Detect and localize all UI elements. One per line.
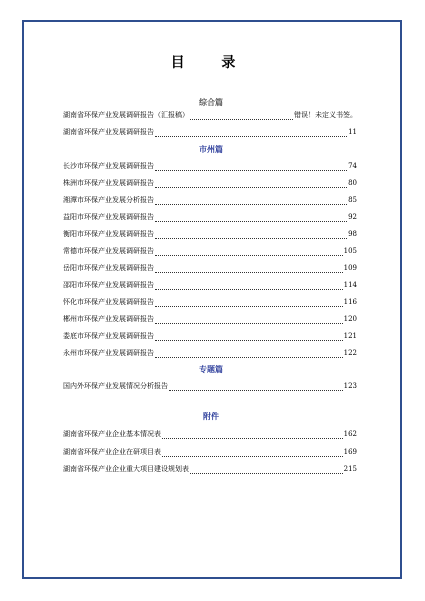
toc-leader-dots	[155, 266, 343, 273]
toc-entry[interactable]	[63, 230, 357, 239]
toc-entry-label: 湖南省环保产业发展调研报告（汇报稿）	[63, 111, 189, 119]
toc-entry-label: 益阳市环保产业发展调研报告	[63, 213, 154, 221]
toc-entry-label: 湘潭市环保产业发展分析报告	[63, 196, 154, 204]
toc-entry-label: 娄底市环保产业发展调研报告	[63, 332, 154, 340]
toc-entry-page: 105	[343, 247, 357, 255]
toc-entry-page: 123	[343, 382, 357, 390]
toc-entry-page: 错误！未定义书签。	[294, 111, 357, 119]
section-heading-topics: 专题篇	[199, 364, 223, 374]
toc-entry[interactable]	[63, 448, 357, 457]
toc-leader-dots	[169, 384, 343, 391]
toc-leader-dots	[155, 130, 347, 137]
toc-entry-page: 162	[343, 430, 357, 438]
toc-leader-dots	[155, 283, 343, 290]
toc-entry-label: 湖南省环保产业企业基本情况表	[63, 430, 161, 438]
toc-leader-dots	[155, 300, 343, 307]
toc-entry[interactable]	[63, 430, 357, 439]
toc-leader-dots	[190, 467, 343, 474]
toc-leader-dots	[162, 432, 343, 439]
toc-entry-label: 湖南省环保产业企业在研项目表	[63, 448, 161, 456]
toc-entry-page: 11	[348, 128, 357, 136]
toc-entry-page: 114	[343, 281, 357, 289]
toc-entry-page: 121	[343, 332, 357, 340]
toc-leader-dots	[190, 113, 293, 120]
toc-entry-page: 80	[348, 179, 357, 187]
toc-entry-page: 116	[343, 298, 357, 306]
toc-entry-label: 岳阳市环保产业发展调研报告	[63, 264, 154, 272]
toc-entry-page: 98	[348, 230, 357, 238]
toc-entry-page: 169	[343, 448, 357, 456]
toc-entry[interactable]	[63, 264, 357, 273]
toc-entry[interactable]	[63, 465, 357, 474]
toc-entry-page: 120	[343, 315, 357, 323]
toc-leader-dots	[155, 351, 343, 358]
toc-entry[interactable]	[63, 179, 357, 188]
toc-entry-label: 衡阳市环保产业发展调研报告	[63, 230, 154, 238]
toc-entry[interactable]	[63, 196, 357, 205]
toc-leader-dots	[162, 450, 343, 457]
toc-entry-page: 85	[348, 196, 357, 204]
section-heading-cities: 市州篇	[199, 144, 223, 154]
toc-entry-label: 国内外环保产业发展情况分析报告	[63, 382, 168, 390]
toc-leader-dots	[155, 181, 347, 188]
toc-entry-label: 邵阳市环保产业发展调研报告	[63, 281, 154, 289]
toc-leader-dots	[155, 317, 343, 324]
toc-entry[interactable]	[63, 111, 357, 120]
toc-entry-label: 湖南省环保产业企业重大项目建设规划表	[63, 465, 189, 473]
toc-entry-label: 湖南省环保产业发展调研报告	[63, 128, 154, 136]
toc-entry-label: 永州市环保产业发展调研报告	[63, 349, 154, 357]
toc-entry[interactable]	[63, 332, 357, 341]
toc-leader-dots	[155, 232, 347, 239]
section-heading-appendix: 附件	[203, 411, 219, 421]
toc-entry[interactable]	[63, 213, 357, 222]
toc-entry-page: 122	[343, 349, 357, 357]
toc-entry[interactable]	[63, 315, 357, 324]
toc-leader-dots	[155, 215, 347, 222]
toc-title: 目 录	[170, 55, 252, 71]
toc-entry[interactable]	[63, 247, 357, 256]
toc-entry[interactable]	[63, 349, 357, 358]
toc-leader-dots	[155, 198, 347, 205]
toc-entry-page: 215	[343, 465, 357, 473]
toc-leader-dots	[155, 249, 343, 256]
toc-entry-label: 郴州市环保产业发展调研报告	[63, 315, 154, 323]
toc-leader-dots	[155, 334, 343, 341]
toc-entry[interactable]	[63, 382, 357, 391]
toc-entry-label: 常德市环保产业发展调研报告	[63, 247, 154, 255]
toc-page	[61, 0, 361, 601]
toc-entry[interactable]	[63, 162, 357, 171]
toc-leader-dots	[155, 164, 347, 171]
toc-entry[interactable]	[63, 298, 357, 307]
toc-entry[interactable]	[63, 128, 357, 137]
section-heading-comprehensive: 综合篇	[199, 97, 223, 107]
toc-entry-page: 92	[348, 213, 357, 221]
toc-entry-page: 109	[343, 264, 357, 272]
toc-entry-label: 长沙市环保产业发展调研报告	[63, 162, 154, 170]
toc-entry-label: 株洲市环保产业发展调研报告	[63, 179, 154, 187]
toc-entry-label: 怀化市环保产业发展调研报告	[63, 298, 154, 306]
toc-entry[interactable]	[63, 281, 357, 290]
toc-entry-page: 74	[348, 162, 357, 170]
